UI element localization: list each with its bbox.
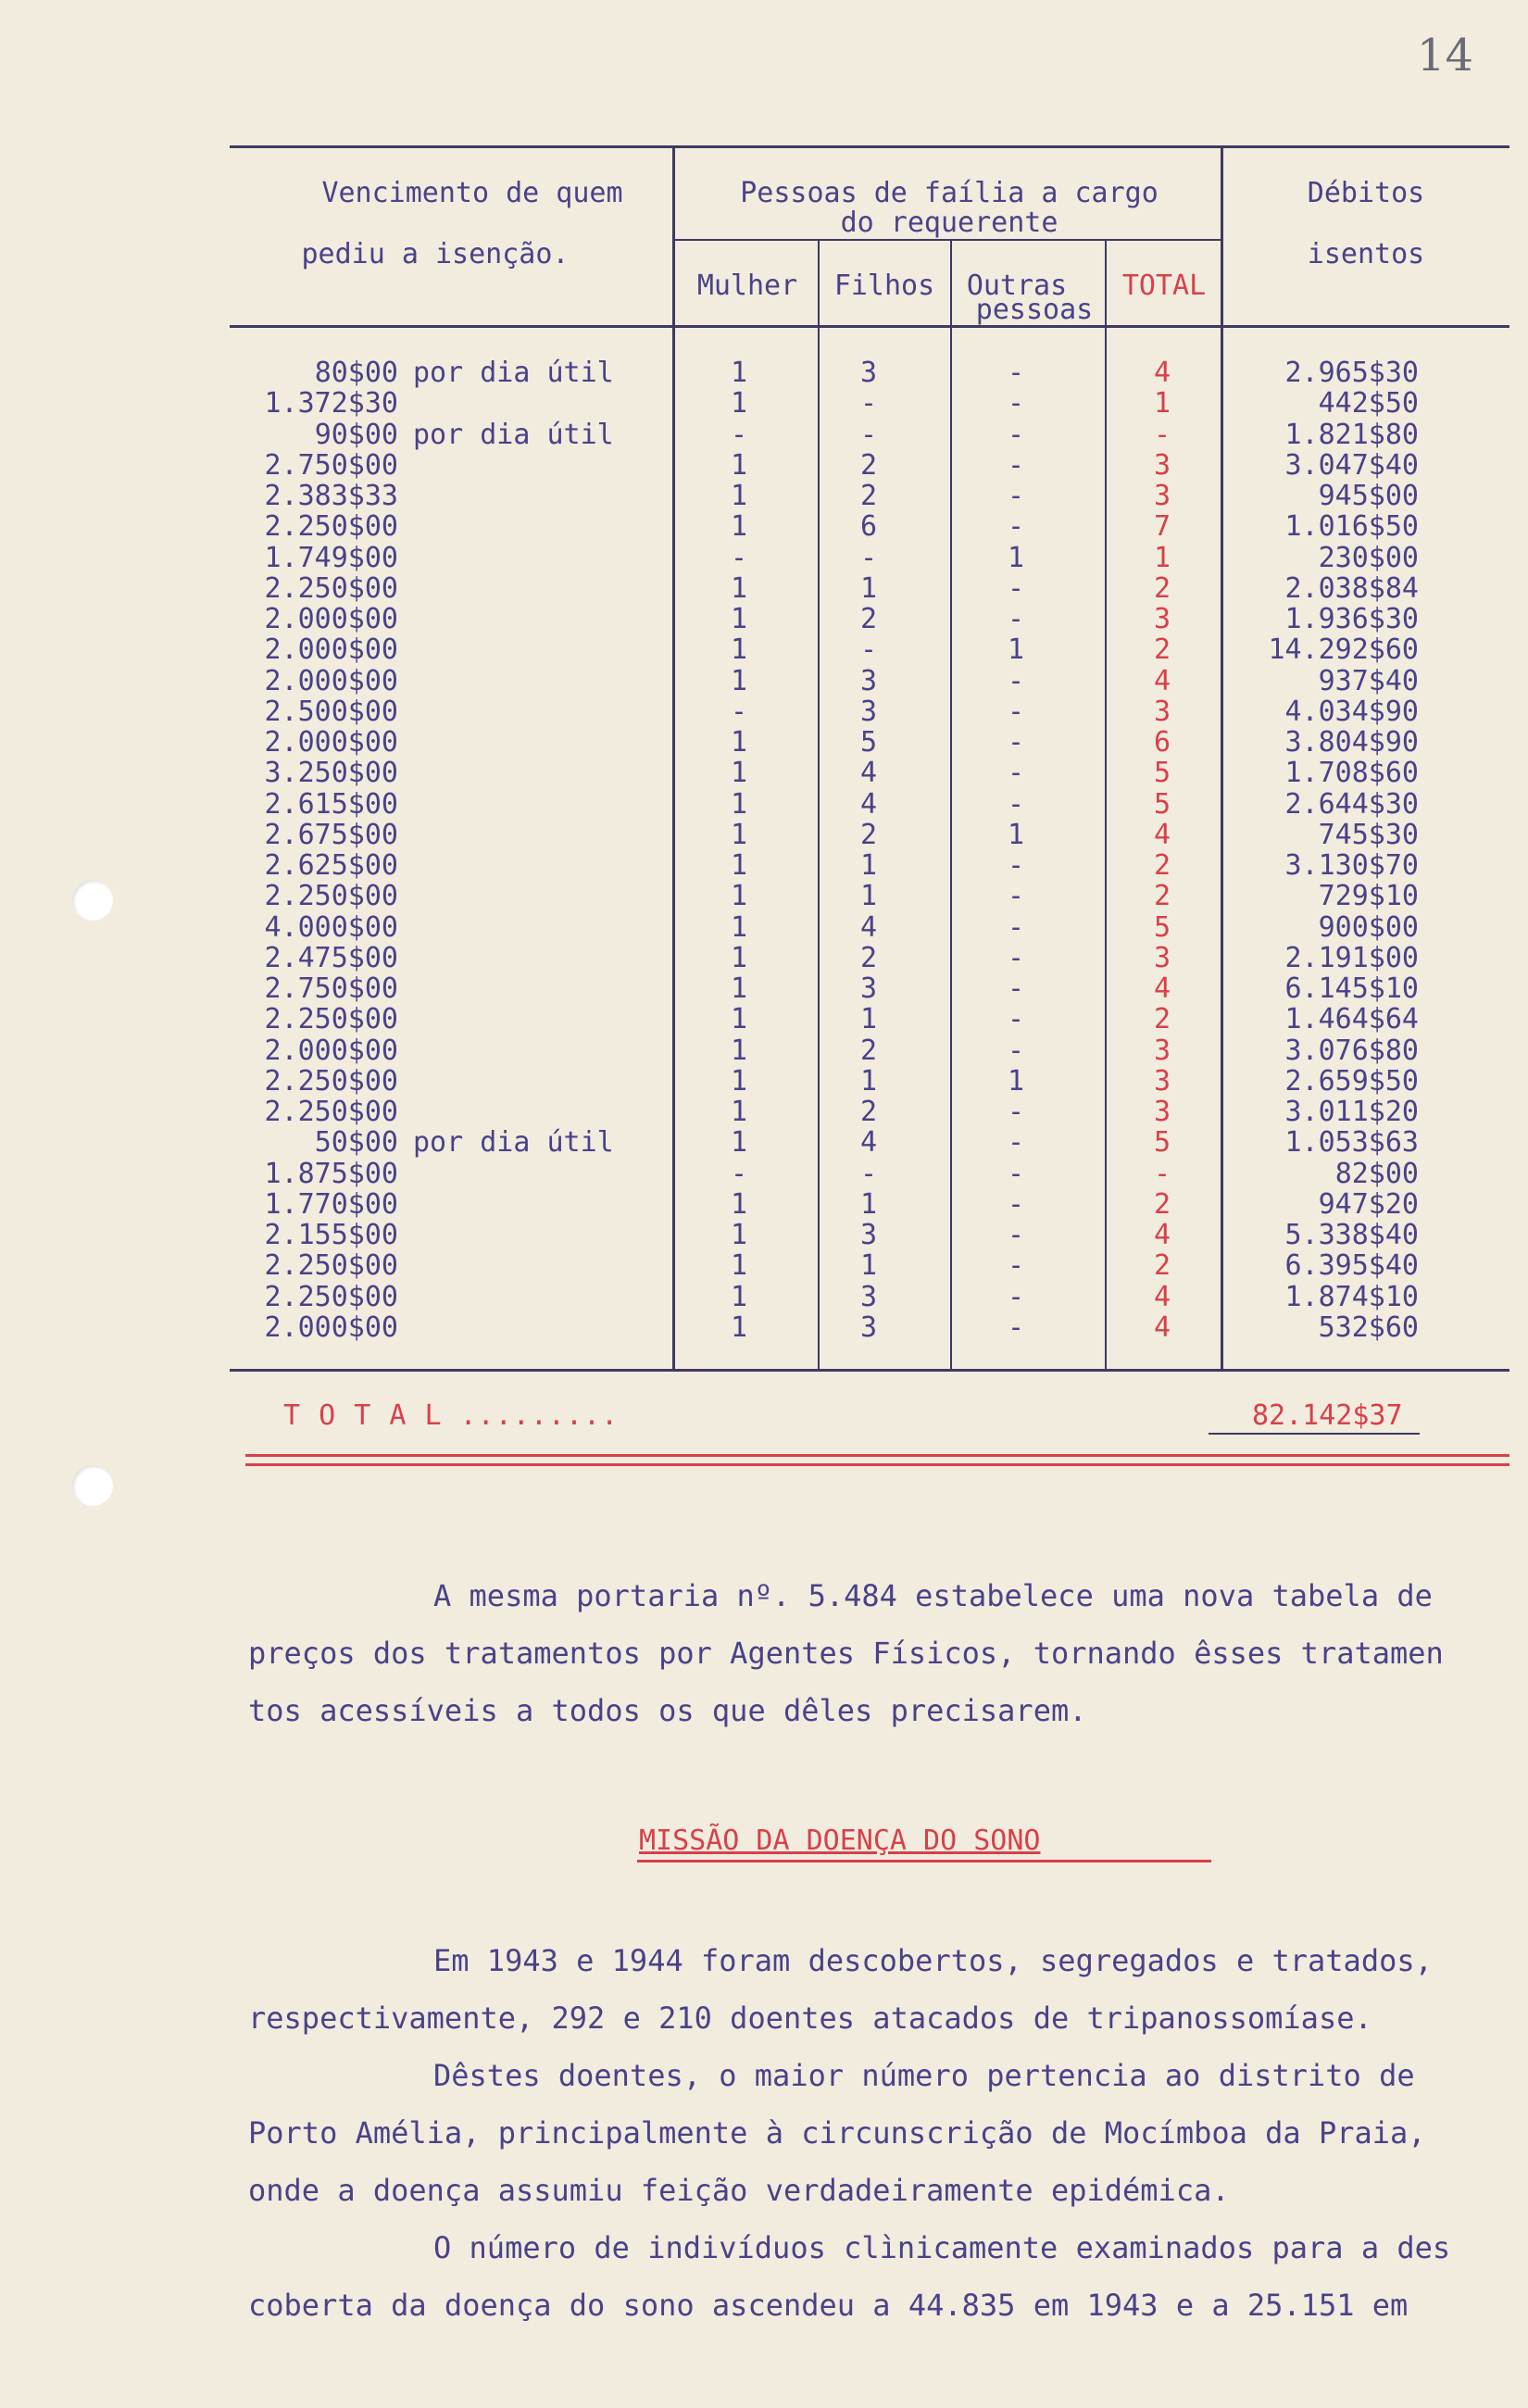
- section-heading: MISSÃO DA DOENÇA DO SONO: [639, 1825, 1041, 1857]
- total-cell: 3: [1153, 480, 1171, 512]
- salary-cell: 2.155$00: [264, 1219, 398, 1251]
- salary-cell: 2.000$00: [264, 633, 398, 667]
- total-cell: 5: [1153, 1126, 1171, 1160]
- header-salary-2: pediu a isenção.: [301, 238, 570, 270]
- filhos-cell: 2: [859, 603, 878, 635]
- debitos-cell: 1.016$50: [1284, 510, 1419, 544]
- outras-cell: 1: [1007, 1064, 1025, 1097]
- header-total: TOTAL: [1121, 270, 1207, 302]
- total-label: T O T A L .........: [283, 1399, 620, 1432]
- salary-cell: 2.383$33: [264, 480, 398, 512]
- outras-cell: -: [1007, 972, 1025, 1005]
- salary-cell: 2.250$00: [264, 1064, 398, 1097]
- mulher-cell: 1: [730, 664, 748, 697]
- table-row: [0, 481, 1528, 511]
- filhos-cell: 1: [859, 1249, 878, 1283]
- mulher-cell: 1: [730, 1096, 748, 1128]
- table-row: [0, 1220, 1528, 1250]
- total-red-rule-2: [245, 1463, 1509, 1466]
- debitos-cell: 1.874$10: [1284, 1280, 1419, 1313]
- binder-hole-bottom: [72, 1465, 113, 1506]
- table-row: [0, 820, 1528, 850]
- total-cell: 1: [1153, 387, 1171, 420]
- total-cell: 7: [1153, 510, 1171, 544]
- table-row: [0, 511, 1528, 542]
- debitos-cell: 945$00: [1318, 480, 1419, 512]
- table-row: [0, 388, 1528, 419]
- debitos-cell: 82$00: [1334, 1157, 1419, 1190]
- salary-cell: 2.000$00: [264, 664, 398, 697]
- debitos-cell: 729$10: [1318, 880, 1419, 913]
- total-cell: 2: [1153, 849, 1171, 882]
- debitos-cell: 2.191$00: [1284, 941, 1419, 974]
- outras-cell: -: [1007, 787, 1025, 821]
- salary-cell: 2.250$00: [264, 510, 398, 544]
- header-salary-1: Vencimento de quem: [321, 177, 623, 209]
- salary-cell: 3.250$00: [264, 757, 398, 790]
- header-family-2: do requerente: [840, 207, 1058, 239]
- outras-cell: -: [1007, 510, 1025, 544]
- table-row: [0, 758, 1528, 788]
- outras-cell: -: [1007, 1096, 1025, 1128]
- table-row: [0, 1159, 1528, 1189]
- total-cell: 3: [1153, 1034, 1171, 1067]
- outras-cell: 1: [1007, 541, 1025, 574]
- table-row: [0, 666, 1528, 696]
- outras-cell: 1: [1007, 818, 1025, 851]
- outras-cell: -: [1007, 726, 1025, 759]
- filhos-cell: 3: [859, 1280, 878, 1313]
- salary-cell: 1.875$00: [264, 1157, 398, 1190]
- mulher-cell: -: [730, 418, 748, 451]
- mulher-cell: 1: [730, 1311, 748, 1344]
- paragraph-2-text: Em 1943 e 1944 foram descobertos, segregados e tratados, respectivamente, 292 e 210 doentes atacados de tripanossomíase.: [248, 1943, 1433, 2036]
- total-cell: 2: [1153, 1249, 1171, 1283]
- total-cell: 4: [1153, 1311, 1171, 1344]
- debitos-cell: 2.038$84: [1284, 571, 1419, 605]
- debitos-cell: 3.076$80: [1284, 1034, 1419, 1067]
- salary-cell: 2.500$00: [264, 695, 398, 728]
- filhos-cell: 4: [859, 910, 878, 944]
- filhos-cell: 1: [859, 1187, 878, 1221]
- mulher-cell: -: [730, 541, 748, 574]
- header-outras-2: pessoas: [975, 294, 1094, 326]
- paragraph-3-text: Dêstes doentes, o maior número pertencia ao distrito de Porto Amélia, principalmente à circunscrição de Mocímboa da Praia, onde a doença assumiu feição verdadeiramente epidémica.: [248, 2058, 1426, 2208]
- filhos-cell: -: [859, 418, 878, 451]
- total-cell: 2: [1153, 880, 1171, 913]
- table-row: [0, 1250, 1528, 1281]
- filhos-cell: 3: [859, 972, 878, 1005]
- table-row: [0, 357, 1528, 388]
- note-cell: por dia útil: [413, 1126, 614, 1160]
- total-cell: 4: [1153, 664, 1171, 697]
- table-row: [0, 789, 1528, 820]
- table-row: [0, 1282, 1528, 1312]
- mulher-cell: 1: [730, 1064, 748, 1097]
- salary-cell: 2.625$00: [264, 849, 398, 882]
- table-row: [0, 1004, 1528, 1035]
- mulher-cell: 1: [730, 787, 748, 821]
- table-row: [0, 1066, 1528, 1097]
- filhos-cell: 2: [859, 1096, 878, 1128]
- total-cell: 4: [1153, 818, 1171, 851]
- total-cell: 3: [1153, 695, 1171, 728]
- total-cell: 6: [1153, 726, 1171, 759]
- total-cell: 3: [1153, 448, 1171, 482]
- total-cell: 4: [1153, 972, 1171, 1005]
- outras-cell: -: [1007, 849, 1025, 882]
- outras-cell: -: [1007, 1311, 1025, 1344]
- mulher-cell: 1: [730, 880, 748, 913]
- mulher-cell: 1: [730, 849, 748, 882]
- filhos-cell: 3: [859, 664, 878, 697]
- outras-cell: -: [1007, 480, 1025, 512]
- total-cell: 1: [1153, 541, 1171, 574]
- heading-red-underline: [637, 1860, 1211, 1862]
- filhos-cell: 2: [859, 448, 878, 482]
- filhos-cell: 2: [859, 480, 878, 512]
- total-cell: -: [1153, 418, 1171, 451]
- table-row: [0, 727, 1528, 758]
- outras-cell: 1: [1007, 633, 1025, 667]
- filhos-cell: 2: [859, 818, 878, 851]
- table-row: [0, 1127, 1528, 1158]
- debitos-cell: 3.130$70: [1284, 849, 1419, 882]
- salary-cell: 2.750$00: [264, 448, 398, 482]
- mulher-cell: 1: [730, 603, 748, 635]
- debitos-cell: 947$20: [1318, 1187, 1419, 1221]
- page-number: 14: [1417, 30, 1474, 82]
- salary-cell: 2.750$00: [264, 972, 398, 1005]
- table-row: [0, 850, 1528, 881]
- debitos-cell: 3.011$20: [1284, 1096, 1419, 1128]
- header-debitos-2: isentos: [1307, 238, 1425, 270]
- debitos-cell: 2.965$30: [1284, 357, 1419, 389]
- debitos-cell: 230$00: [1318, 541, 1419, 574]
- salary-cell: 90$00: [314, 418, 398, 451]
- total-cell: 5: [1153, 787, 1171, 821]
- filhos-cell: 3: [859, 1219, 878, 1251]
- table-row: [0, 450, 1528, 481]
- mulher-cell: 1: [730, 972, 748, 1005]
- debitos-cell: 1.821$80: [1284, 418, 1419, 451]
- mulher-cell: 1: [730, 726, 748, 759]
- debitos-cell: 5.338$40: [1284, 1219, 1419, 1251]
- outras-cell: -: [1007, 448, 1025, 482]
- mulher-cell: 1: [730, 1187, 748, 1221]
- mulher-cell: 1: [730, 387, 748, 420]
- debitos-cell: 442$50: [1318, 387, 1419, 420]
- table-row: [0, 943, 1528, 973]
- salary-cell: 2.475$00: [264, 941, 398, 974]
- salary-cell: 2.675$00: [264, 818, 398, 851]
- salary-cell: 80$00: [314, 357, 398, 389]
- debitos-cell: 1.464$64: [1284, 1003, 1419, 1036]
- header-filhos: Filhos: [833, 270, 935, 302]
- debitos-cell: 6.395$40: [1284, 1249, 1419, 1283]
- table-row: [0, 634, 1528, 665]
- filhos-cell: 1: [859, 849, 878, 882]
- note-cell: por dia útil: [413, 357, 614, 389]
- header-bottom-rule: [230, 325, 1509, 328]
- debitos-cell: 1.053$63: [1284, 1126, 1419, 1160]
- filhos-cell: 1: [859, 571, 878, 605]
- total-cell: 3: [1153, 941, 1171, 974]
- debitos-cell: 6.145$10: [1284, 972, 1419, 1005]
- debitos-cell: 745$30: [1318, 818, 1419, 851]
- table-top-rule: [230, 145, 1509, 148]
- total-value: 82.142$37: [1252, 1399, 1403, 1432]
- table-row: [0, 573, 1528, 604]
- total-cell: 4: [1153, 1280, 1171, 1313]
- mulher-cell: 1: [730, 1280, 748, 1313]
- salary-cell: 2.000$00: [264, 1311, 398, 1344]
- mulher-cell: 1: [730, 448, 748, 482]
- table-row: [0, 604, 1528, 634]
- salary-cell: 1.749$00: [264, 541, 398, 574]
- total-cell: 2: [1153, 1187, 1171, 1221]
- total-cell: 4: [1153, 1219, 1171, 1251]
- table-row: [0, 1035, 1528, 1066]
- debitos-cell: 532$60: [1318, 1311, 1419, 1344]
- filhos-cell: 4: [859, 757, 878, 790]
- debitos-cell: 4.034$90: [1284, 695, 1419, 728]
- paragraph-doentes: [248, 1932, 1480, 2334]
- outras-cell: -: [1007, 571, 1025, 605]
- table-row: [0, 1189, 1528, 1220]
- debitos-cell: 1.708$60: [1284, 757, 1419, 790]
- header-family-1: Pessoas de faília a cargo: [740, 177, 1159, 209]
- mulher-cell: 1: [730, 510, 748, 544]
- mulher-cell: 1: [730, 571, 748, 605]
- debitos-cell: 2.644$30: [1284, 787, 1419, 821]
- debitos-cell: 3.804$90: [1284, 726, 1419, 759]
- salary-cell: 2.000$00: [264, 726, 398, 759]
- paragraph-1-text: A mesma portaria nº. 5.484 estabelece uma nova tabela de preços dos tratamentos por Agentes Físicos, tornando êsses tratamen tos acessíveis a todos os que dêles precisarem.: [248, 1578, 1444, 1728]
- outras-cell: -: [1007, 1280, 1025, 1313]
- salary-cell: 2.250$00: [264, 1280, 398, 1313]
- header-mulher: Mulher: [696, 270, 798, 302]
- mulher-cell: 1: [730, 1219, 748, 1251]
- outras-cell: -: [1007, 1003, 1025, 1036]
- total-red-rule-1: [245, 1454, 1509, 1457]
- outras-cell: -: [1007, 603, 1025, 635]
- mulher-cell: 1: [730, 357, 748, 389]
- mulher-cell: 1: [730, 480, 748, 512]
- mulher-cell: 1: [730, 941, 748, 974]
- filhos-cell: -: [859, 633, 878, 667]
- mulher-cell: 1: [730, 1249, 748, 1283]
- family-subheader-rule: [674, 239, 1221, 241]
- salary-cell: 2.000$00: [264, 603, 398, 635]
- filhos-cell: 6: [859, 510, 878, 544]
- note-cell: por dia útil: [413, 418, 614, 451]
- debitos-cell: 900$00: [1318, 910, 1419, 944]
- filhos-cell: -: [859, 1157, 878, 1190]
- outras-cell: -: [1007, 880, 1025, 913]
- total-cell: 2: [1153, 633, 1171, 667]
- filhos-cell: 1: [859, 1003, 878, 1036]
- mulher-cell: 1: [730, 910, 748, 944]
- salary-cell: 2.615$00: [264, 787, 398, 821]
- filhos-cell: 3: [859, 1311, 878, 1344]
- table-row: [0, 696, 1528, 727]
- salary-cell: 4.000$00: [264, 910, 398, 944]
- outras-cell: -: [1007, 664, 1025, 697]
- filhos-cell: -: [859, 387, 878, 420]
- table-row: [0, 1312, 1528, 1343]
- total-cell: 3: [1153, 1096, 1171, 1128]
- filhos-cell: 1: [859, 880, 878, 913]
- total-cell: 3: [1153, 1064, 1171, 1097]
- filhos-cell: 3: [859, 357, 878, 389]
- outras-cell: -: [1007, 695, 1025, 728]
- table-row: [0, 973, 1528, 1004]
- filhos-cell: -: [859, 541, 878, 574]
- outras-cell: -: [1007, 941, 1025, 974]
- salary-cell: 2.250$00: [264, 1096, 398, 1128]
- paragraph-portaria: [248, 1567, 1480, 1739]
- mulher-cell: -: [730, 695, 748, 728]
- total-cell: 2: [1153, 571, 1171, 605]
- table-row: [0, 543, 1528, 573]
- total-cell: 3: [1153, 603, 1171, 635]
- total-underline: [1209, 1433, 1420, 1435]
- outras-cell: -: [1007, 418, 1025, 451]
- header-debitos-1: Débitos: [1307, 177, 1425, 209]
- outras-cell: -: [1007, 1187, 1025, 1221]
- mulher-cell: 1: [730, 633, 748, 667]
- debitos-cell: 2.659$50: [1284, 1064, 1419, 1097]
- salary-cell: 2.250$00: [264, 571, 398, 605]
- debitos-cell: 1.936$30: [1284, 603, 1419, 635]
- mulher-cell: 1: [730, 818, 748, 851]
- debitos-cell: 14.292$60: [1268, 633, 1419, 667]
- paragraph-4-text: O número de indivíduos clìnicamente examinados para a des coberta da doença do sono ascendeu a 44.835 em 1943 e a 25.151 em: [248, 2230, 1451, 2323]
- total-cell: 5: [1153, 757, 1171, 790]
- filhos-cell: 3: [859, 695, 878, 728]
- filhos-cell: 4: [859, 1126, 878, 1160]
- filhos-cell: 1: [859, 1064, 878, 1097]
- debitos-cell: 3.047$40: [1284, 448, 1419, 482]
- salary-cell: 50$00: [314, 1126, 398, 1160]
- outras-cell: -: [1007, 1126, 1025, 1160]
- table-row: [0, 881, 1528, 911]
- table-row: [0, 420, 1528, 450]
- outras-cell: -: [1007, 1249, 1025, 1283]
- salary-cell: 2.250$00: [264, 1249, 398, 1283]
- outras-cell: -: [1007, 1157, 1025, 1190]
- outras-cell: -: [1007, 387, 1025, 420]
- outras-cell: -: [1007, 910, 1025, 944]
- outras-cell: -: [1007, 1034, 1025, 1067]
- header-outras-1: Outras: [966, 270, 1068, 302]
- total-cell: 4: [1153, 357, 1171, 389]
- table-row: [0, 912, 1528, 943]
- salary-cell: 1.770$00: [264, 1187, 398, 1221]
- filhos-cell: 2: [859, 1034, 878, 1067]
- total-cell: -: [1153, 1157, 1171, 1190]
- total-cell: 2: [1153, 1003, 1171, 1036]
- outras-cell: -: [1007, 1219, 1025, 1251]
- mulher-cell: 1: [730, 1126, 748, 1160]
- filhos-cell: 4: [859, 787, 878, 821]
- salary-cell: 2.250$00: [264, 880, 398, 913]
- salary-cell: 2.000$00: [264, 1034, 398, 1067]
- mulher-cell: -: [730, 1157, 748, 1190]
- table-bottom-rule: [230, 1369, 1509, 1372]
- total-cell: 5: [1153, 910, 1171, 944]
- outras-cell: -: [1007, 757, 1025, 790]
- mulher-cell: 1: [730, 1034, 748, 1067]
- filhos-cell: 2: [859, 941, 878, 974]
- filhos-cell: 5: [859, 726, 878, 759]
- mulher-cell: 1: [730, 757, 748, 790]
- debitos-cell: 937$40: [1318, 664, 1419, 697]
- mulher-cell: 1: [730, 1003, 748, 1036]
- salary-cell: 2.250$00: [264, 1003, 398, 1036]
- salary-cell: 1.372$30: [264, 387, 398, 420]
- table-row: [0, 1097, 1528, 1127]
- outras-cell: -: [1007, 357, 1025, 389]
